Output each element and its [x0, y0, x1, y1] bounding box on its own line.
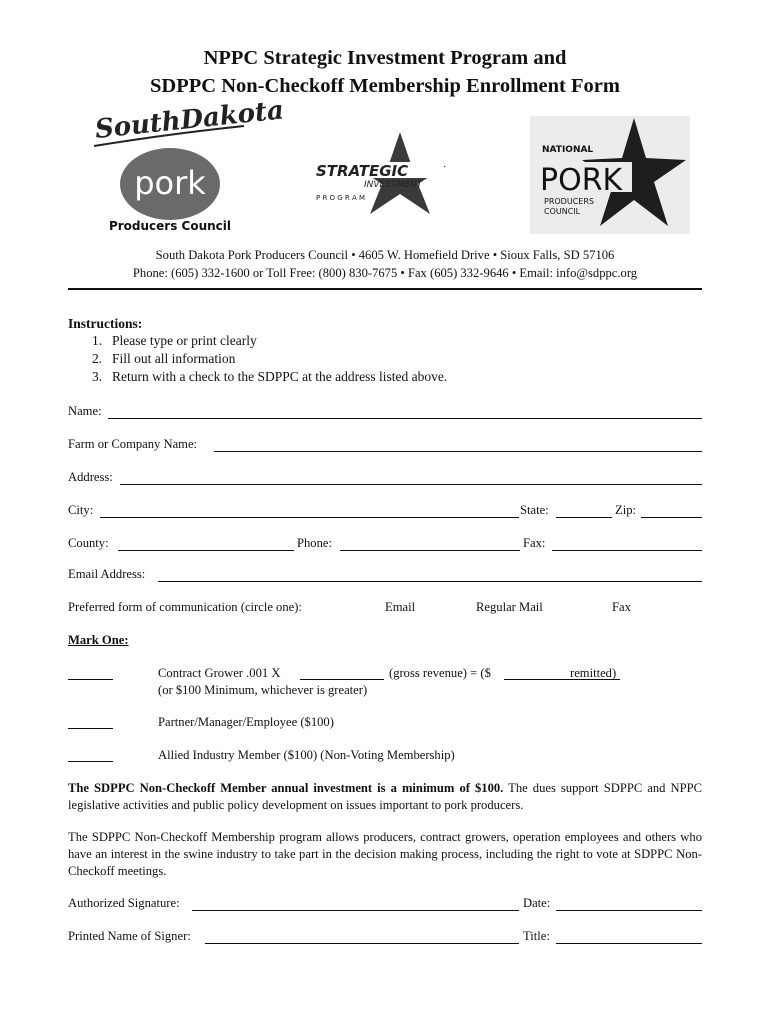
- header-divider: [68, 288, 702, 290]
- city-field[interactable]: [100, 517, 519, 518]
- instruction-text: Return with a check to the SDPPC at the address listed above.: [112, 369, 448, 384]
- instruction-item: [92, 333, 257, 349]
- email-label: Email Address:: [68, 567, 146, 581]
- option-fax[interactable]: Fax: [612, 600, 631, 614]
- phone-field[interactable]: [340, 550, 520, 551]
- council-word: COUNCIL: [544, 207, 581, 216]
- authorized-signature-field[interactable]: [192, 910, 519, 911]
- allied-check[interactable]: [68, 761, 113, 762]
- company-label: Farm or Company Name:: [68, 437, 198, 451]
- address-label: Address:: [68, 470, 113, 484]
- partner-check[interactable]: [68, 728, 113, 729]
- fax-label: Fax:: [523, 536, 546, 550]
- mark-one-heading: Mark One:: [68, 633, 129, 647]
- strategic-word: STRATEGIC: [316, 162, 409, 180]
- date-label: Date:: [523, 896, 551, 910]
- dues-paragraph: [68, 780, 702, 814]
- contract-grower-part2: (gross revenue) = ($: [389, 666, 491, 680]
- form-title-line2: SDPPC Non-Checkoff Membership Enrollment Form: [150, 75, 620, 97]
- authorized-signature-label: Authorized Signature:: [68, 896, 180, 910]
- instruction-item: [92, 369, 447, 385]
- option-email[interactable]: Email: [385, 600, 416, 614]
- gross-revenue-field[interactable]: [300, 679, 384, 680]
- nppc-logo: [530, 116, 690, 234]
- strategic-investment-logo: [312, 130, 452, 214]
- instruction-item: [92, 351, 235, 367]
- pork-word: pork: [134, 164, 206, 202]
- title-field[interactable]: [556, 943, 702, 944]
- state-label: State:: [520, 503, 549, 517]
- county-field[interactable]: [118, 550, 294, 551]
- date-field[interactable]: [556, 910, 702, 911]
- instruction-number: 2.: [92, 351, 103, 366]
- state-field[interactable]: [556, 517, 612, 518]
- email-field[interactable]: [158, 581, 702, 582]
- program-paragraph: The SDPPC Non-Checkoff Membership program allows producers, contract growers, operation employees and others who have an interest in the swine industry to take part in the decision making process, including the right to vote at SDPPC Non-Checkoff meetings.: [68, 830, 702, 878]
- printed-name-label: Printed Name of Signer:: [68, 929, 191, 943]
- fax-field[interactable]: [552, 550, 702, 551]
- producers-council-caption: Producers Council: [108, 219, 232, 233]
- dues-text: The dues support SDPPC and NPPC legislative activities and public policy development on issues important to pork producers.: [68, 781, 703, 812]
- national-word: NATIONAL: [542, 145, 594, 155]
- form-title-line1: NPPC Strategic Investment Program and: [203, 47, 567, 69]
- dues-bold-text: The SDPPC Non-Checkoff Member annual investment is a minimum of $100.: [68, 781, 504, 795]
- instruction-text: Fill out all information: [112, 351, 236, 366]
- contract-grower-note: (or $100 Minimum, whichever is greater): [158, 683, 368, 697]
- instruction-number: 3.: [92, 369, 103, 384]
- pork-word: PORK: [540, 163, 623, 198]
- contract-grower-part3: remitted): [570, 666, 617, 680]
- address-line: South Dakota Pork Producers Council • 4605 W. Homefield Drive • Sioux Falls, SD 57106: [155, 248, 615, 262]
- county-label: County:: [68, 536, 109, 550]
- south-dakota-script: SouthDakota: [93, 95, 286, 145]
- communication-label: Preferred form of communication (circle one):: [68, 600, 302, 614]
- zip-field[interactable]: [641, 517, 702, 518]
- address-field[interactable]: [120, 484, 702, 485]
- phone-label: Phone:: [297, 536, 332, 550]
- title-label: Title:: [523, 929, 550, 943]
- instruction-text: Please type or print clearly: [112, 333, 257, 348]
- producers-word: PRODUCERS: [544, 197, 594, 206]
- company-field[interactable]: [214, 451, 702, 452]
- instructions-heading: Instructions:: [68, 316, 143, 331]
- contact-line: Phone: (605) 332-1600 or Toll Free: (800) 830-7675 • Fax (605) 332-9646 • Email: info@sdppc.org: [132, 266, 638, 280]
- zip-label: Zip:: [615, 503, 636, 517]
- option-regular-mail[interactable]: Regular Mail: [476, 600, 543, 614]
- printed-name-field[interactable]: [205, 943, 519, 944]
- investment-word: INVESTMENT: [364, 180, 423, 190]
- contract-grower-check[interactable]: [68, 679, 113, 680]
- program-word: P R O G R A M: [316, 194, 366, 202]
- city-label: City:: [68, 503, 94, 517]
- partner-option: Partner/Manager/Employee ($100): [158, 715, 334, 729]
- name-label: Name:: [68, 404, 102, 418]
- sd-pork-logo: [88, 95, 286, 234]
- contract-grower-part1: Contract Grower .001 X: [158, 666, 281, 680]
- name-field[interactable]: [108, 418, 702, 419]
- allied-option: Allied Industry Member ($100) (Non-Voting Membership): [158, 748, 455, 762]
- instruction-number: 1.: [92, 333, 103, 348]
